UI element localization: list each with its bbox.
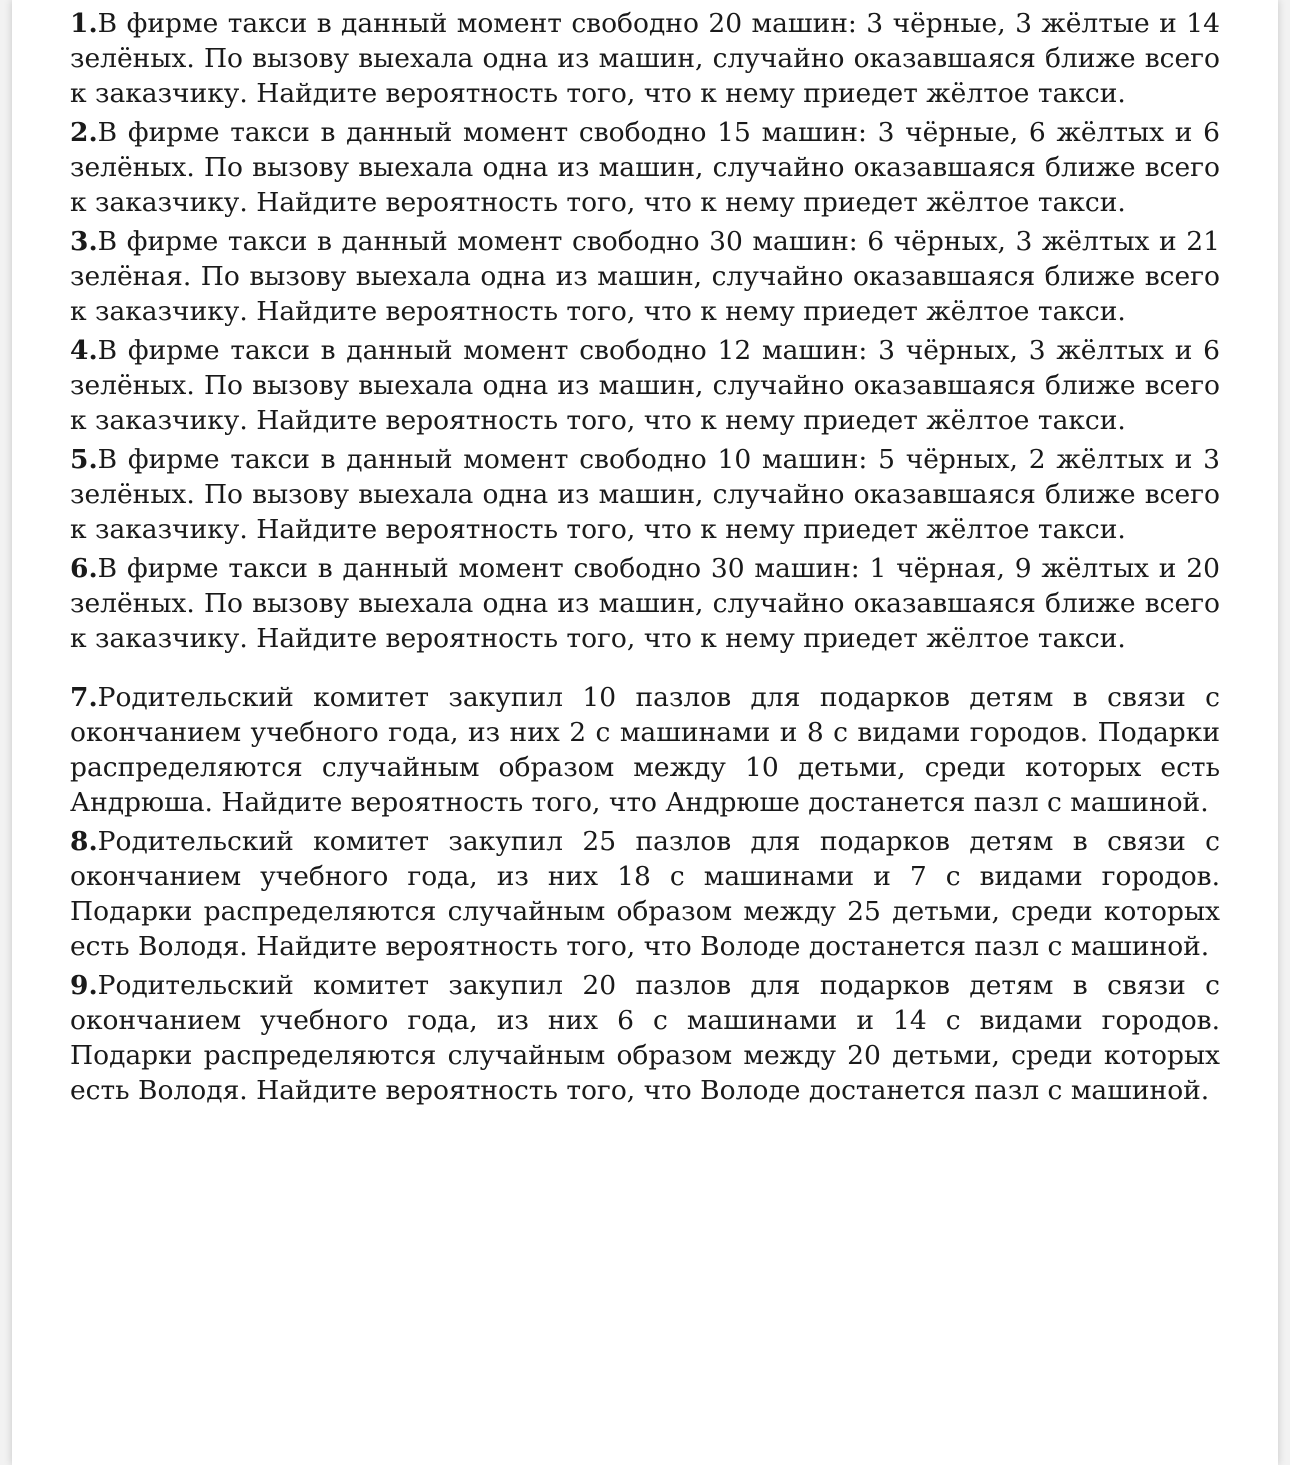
problem-number: 6. [70,553,98,584]
problem-2 [70,115,1220,220]
problem-text: В фирме такси в данный момент свободно 30 машин: 6 чёрных, 3 жёлтых и 21 зелёная. По вызову выехала одна из машин, случайно оказавшаяся ближе всего к заказчику. Найдите вероятность того, что к нему приедет жёлтое такси. [70,226,1220,327]
problem-number: 1. [70,8,98,39]
problem-9 [70,968,1220,1108]
problem-number: 2. [70,117,98,148]
problem-4 [70,333,1220,438]
problem-6 [70,551,1220,656]
problem-text: Родительский комитет закупил 10 пазлов для подарков детям в связи с окончанием учебного года, из них 2 с машинами и 8 с видами городов. Подарки распределяются случайным образом между 10 детьми, среди которых есть Андрюша. Найдите вероятность того, что Андрюше достанется пазл с машиной. [70,682,1220,818]
problem-number: 9. [70,970,98,1001]
problem-text: В фирме такси в данный момент свободно 30 машин: 1 чёрная, 9 жёлтых и 20 зелёных. По вызову выехала одна из машин, случайно оказавшаяся ближе всего к заказчику. Найдите вероятность того, что к нему приедет жёлтое такси. [70,553,1220,654]
problem-8 [70,824,1220,964]
problem-number: 7. [70,682,98,713]
problem-text: Родительский комитет закупил 20 пазлов для подарков детям в связи с окончанием учебного года, из них 6 с машинами и 14 с видами городов. Подарки распределяются случайным образом между 20 детьми, среди которых есть Володя. Найдите вероятность того, что Володе достанется пазл с машиной. [70,970,1220,1106]
problem-1 [70,6,1220,111]
problem-text: В фирме такси в данный момент свободно 15 машин: 3 чёрные, 6 жёлтых и 6 зелёных. По вызову выехала одна из машин, случайно оказавшаяся ближе всего к заказчику. Найдите вероятность того, что к нему приедет жёлтое такси. [70,117,1220,218]
problem-number: 3. [70,226,98,257]
document-page [12,0,1278,1465]
problem-text: В фирме такси в данный момент свободно 10 машин: 5 чёрных, 2 жёлтых и 3 зелёных. По вызову выехала одна из машин, случайно оказавшаяся ближе всего к заказчику. Найдите вероятность того, что к нему приедет жёлтое такси. [70,444,1220,545]
problem-3 [70,224,1220,329]
problem-number: 4. [70,335,98,366]
problem-7 [70,680,1220,820]
problem-list [70,6,1220,1112]
problem-text: В фирме такси в данный момент свободно 20 машин: 3 чёрные, 3 жёлтые и 14 зелёных. По вызову выехала одна из машин, случайно оказавшаяся ближе всего к заказчику. Найдите вероятность того, что к нему приедет жёлтое такси. [70,8,1220,109]
problem-text: Родительский комитет закупил 25 пазлов для подарков детям в связи с окончанием учебного года, из них 18 с машинами и 7 с видами городов. Подарки распределяются случайным образом между 25 детьми, среди которых есть Володя. Найдите вероятность того, что Володе достанется пазл с машиной. [70,826,1220,962]
problem-text: В фирме такси в данный момент свободно 12 машин: 3 чёрных, 3 жёлтых и 6 зелёных. По вызову выехала одна из машин, случайно оказавшаяся ближе всего к заказчику. Найдите вероятность того, что к нему приедет жёлтое такси. [70,335,1220,436]
problem-number: 5. [70,444,98,475]
problem-5 [70,442,1220,547]
problem-number: 8. [70,826,98,857]
